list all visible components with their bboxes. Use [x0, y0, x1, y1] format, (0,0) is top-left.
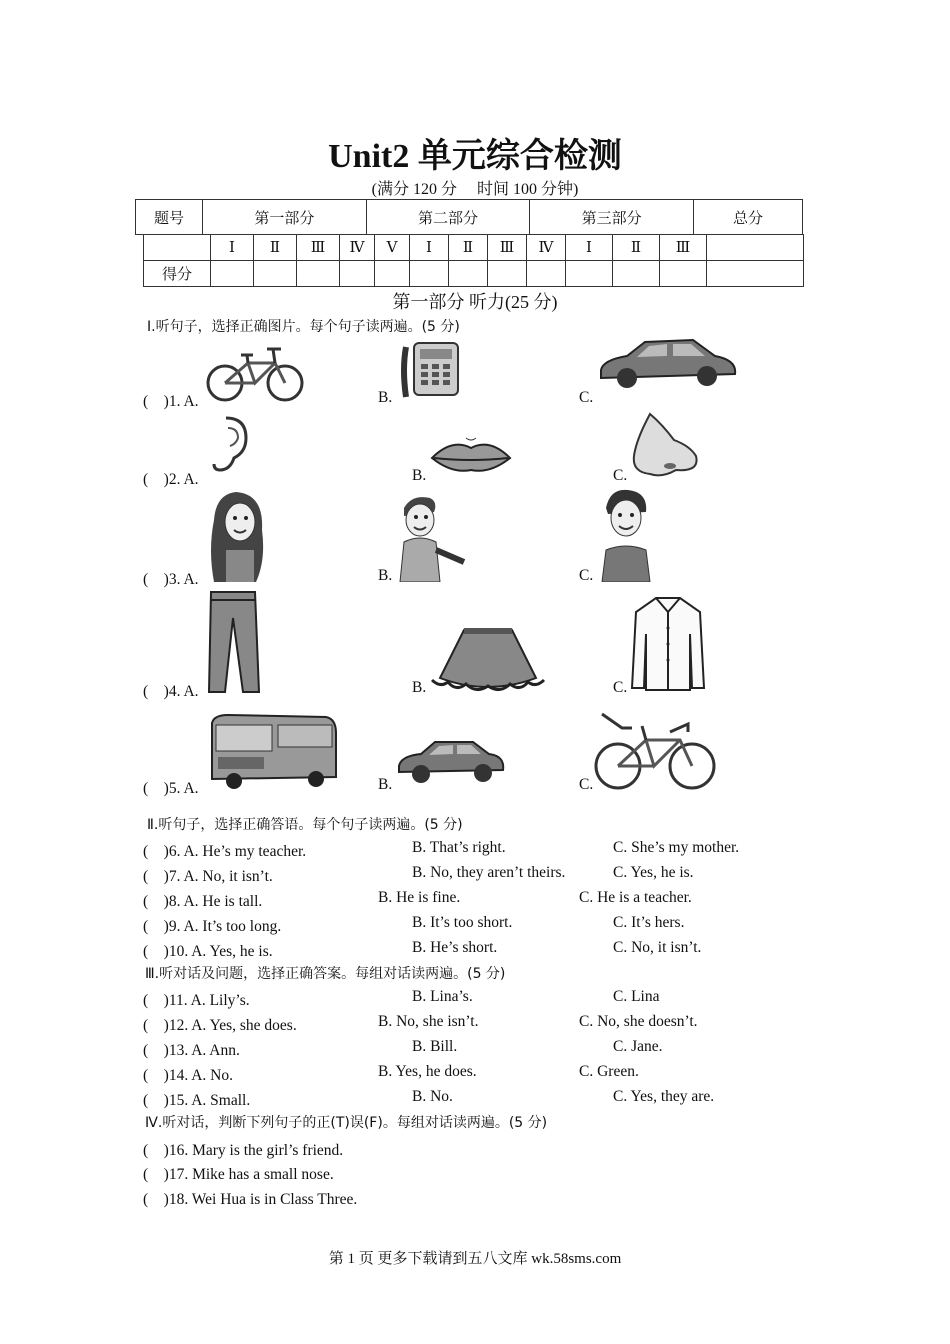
option-b: B. No, she isn’t.	[378, 1013, 479, 1030]
option-c: C. Yes, he is.	[613, 864, 694, 881]
score-entry[interactable]	[410, 261, 449, 287]
bus-icon	[204, 711, 340, 791]
table-cell: Ⅲ	[297, 235, 340, 261]
option-c: C. He is a teacher.	[579, 889, 692, 906]
option-b: B. That’s right.	[412, 839, 506, 856]
option-b: B. He’s short.	[412, 939, 498, 956]
score-entry[interactable]	[707, 261, 804, 287]
table-cell: 总分	[694, 200, 803, 235]
score-entry[interactable]	[211, 261, 254, 287]
question-10: ( )10. A. Yes, he is.	[143, 943, 273, 960]
question-7: ( )7. A. No, it isn’t.	[143, 868, 273, 885]
table-cell: Ⅲ	[488, 235, 527, 261]
score-entry[interactable]	[566, 261, 613, 287]
table-cell: 题号	[136, 200, 203, 235]
option-c: C. No, she doesn’t.	[579, 1013, 698, 1030]
bicycle-icon	[203, 339, 307, 403]
question-3: ( )3. A.	[143, 571, 199, 588]
score-entry[interactable]	[297, 261, 340, 287]
trousers-icon	[203, 588, 263, 694]
table-cell: 第二部分	[366, 200, 530, 235]
skirt-icon	[426, 626, 550, 694]
score-entry[interactable]	[613, 261, 660, 287]
option-b: B. No.	[412, 1088, 453, 1105]
mouth-icon	[428, 434, 514, 480]
score-entry[interactable]	[449, 261, 488, 287]
option-b: B. Lina’s.	[412, 988, 473, 1005]
option-b: B.	[412, 467, 427, 484]
bicycle-icon	[592, 710, 720, 792]
option-b: B. Yes, he does.	[378, 1063, 477, 1080]
question-2: ( )2. A.	[143, 471, 199, 488]
car-icon	[597, 334, 739, 396]
score-entry[interactable]	[488, 261, 527, 287]
shirt-icon	[628, 594, 708, 694]
table-cell: Ⅳ	[527, 235, 566, 261]
short-hair-girl-icon	[598, 488, 654, 582]
table-cell: Ⅰ	[566, 235, 613, 261]
score-entry[interactable]	[375, 261, 410, 287]
option-b: B.	[378, 776, 393, 793]
option-c: C.	[613, 467, 628, 484]
option-b: B.	[378, 389, 393, 406]
table-cell: Ⅳ	[340, 235, 375, 261]
table-cell: Ⅴ	[375, 235, 410, 261]
option-b: B. He is fine.	[378, 889, 461, 906]
question-16: ( )16. Mary is the girl’s friend.	[143, 1142, 344, 1159]
option-b: B. No, they aren’t theirs.	[412, 864, 566, 881]
part1-heading: 第一部分 听力(25 分)	[392, 292, 558, 312]
option-c: C. Yes, they are.	[613, 1088, 715, 1105]
question-17: ( )17. Mike has a small nose.	[143, 1166, 334, 1183]
option-b: B.	[378, 567, 393, 584]
question-11: ( )11. A. Lily’s.	[143, 992, 250, 1009]
score-entry[interactable]	[254, 261, 297, 287]
option-c: C. It’s hers.	[613, 914, 685, 931]
option-c: C.	[579, 776, 594, 793]
question-1: ( )1. A.	[143, 393, 199, 410]
question-8: ( )8. A. He is tall.	[143, 893, 263, 910]
score-table-lower	[143, 234, 804, 287]
exam-info: (满分 120 分 时间 100 分钟)	[371, 181, 579, 198]
table-cell: Ⅱ	[254, 235, 297, 261]
telephone-icon	[400, 339, 462, 403]
question-5: ( )5. A.	[143, 780, 199, 797]
section4-heading: Ⅳ.听对话，判断下列句子的正(T)误(F)。每组对话读两遍。(5 分)	[145, 1115, 548, 1131]
score-entry[interactable]	[527, 261, 566, 287]
table-cell: 第一部分	[203, 200, 367, 235]
option-b: B. Bill.	[412, 1038, 458, 1055]
page-footer: 第 1 页 更多下载请到五八文库 wk.58sms.com	[328, 1251, 622, 1267]
table-cell: 第三部分	[530, 200, 694, 235]
section3-heading: Ⅲ.听对话及问题，选择正确答案。每组对话读两遍。(5 分)	[145, 966, 506, 982]
option-b: B. It’s too short.	[412, 914, 513, 931]
question-12: ( )12. A. Yes, she does.	[143, 1017, 297, 1034]
option-c: C. Green.	[579, 1063, 639, 1080]
table-cell	[707, 235, 804, 261]
question-18: ( )18. Wei Hua is in Class Three.	[143, 1191, 358, 1208]
score-table-score-row	[144, 261, 804, 287]
table-cell: Ⅱ	[613, 235, 660, 261]
score-entry[interactable]	[660, 261, 707, 287]
table-cell: Ⅲ	[660, 235, 707, 261]
table-cell: 得分	[144, 261, 211, 287]
ear-icon	[206, 414, 250, 474]
question-9: ( )9. A. It’s too long.	[143, 918, 282, 935]
option-c: C.	[613, 679, 628, 696]
question-4: ( )4. A.	[143, 683, 199, 700]
score-table-roman-row	[144, 235, 804, 261]
option-c: C.	[579, 389, 594, 406]
score-entry[interactable]	[340, 261, 375, 287]
score-table	[135, 199, 803, 235]
option-c: C. She’s my mother.	[613, 839, 740, 856]
question-14: ( )14. A. No.	[143, 1067, 233, 1084]
option-c: C. Lina	[613, 988, 660, 1005]
option-c: C. No, it isn’t.	[613, 939, 702, 956]
table-cell: Ⅰ	[211, 235, 254, 261]
question-13: ( )13. A. Ann.	[143, 1042, 240, 1059]
question-6: ( )6. A. He’s my teacher.	[143, 843, 307, 860]
section1-heading: Ⅰ.听句子，选择正确图片。每个句子读两遍。(5 分)	[147, 319, 460, 335]
option-c: C.	[579, 567, 594, 584]
talking-boy-icon	[394, 494, 470, 582]
section2-heading: Ⅱ.听句子，选择正确答语。每个句子读两遍。(5 分)	[147, 817, 463, 833]
table-cell	[144, 235, 211, 261]
car-icon	[395, 736, 507, 788]
nose-icon	[626, 410, 702, 480]
table-cell: Ⅰ	[410, 235, 449, 261]
long-hair-girl-icon	[206, 490, 268, 582]
option-b: B.	[412, 679, 427, 696]
score-table-header-row	[136, 200, 803, 235]
page-title: Unit2 单元综合检测	[328, 138, 622, 175]
option-c: C. Jane.	[613, 1038, 663, 1055]
question-15: ( )15. A. Small.	[143, 1092, 251, 1109]
table-cell: Ⅱ	[449, 235, 488, 261]
